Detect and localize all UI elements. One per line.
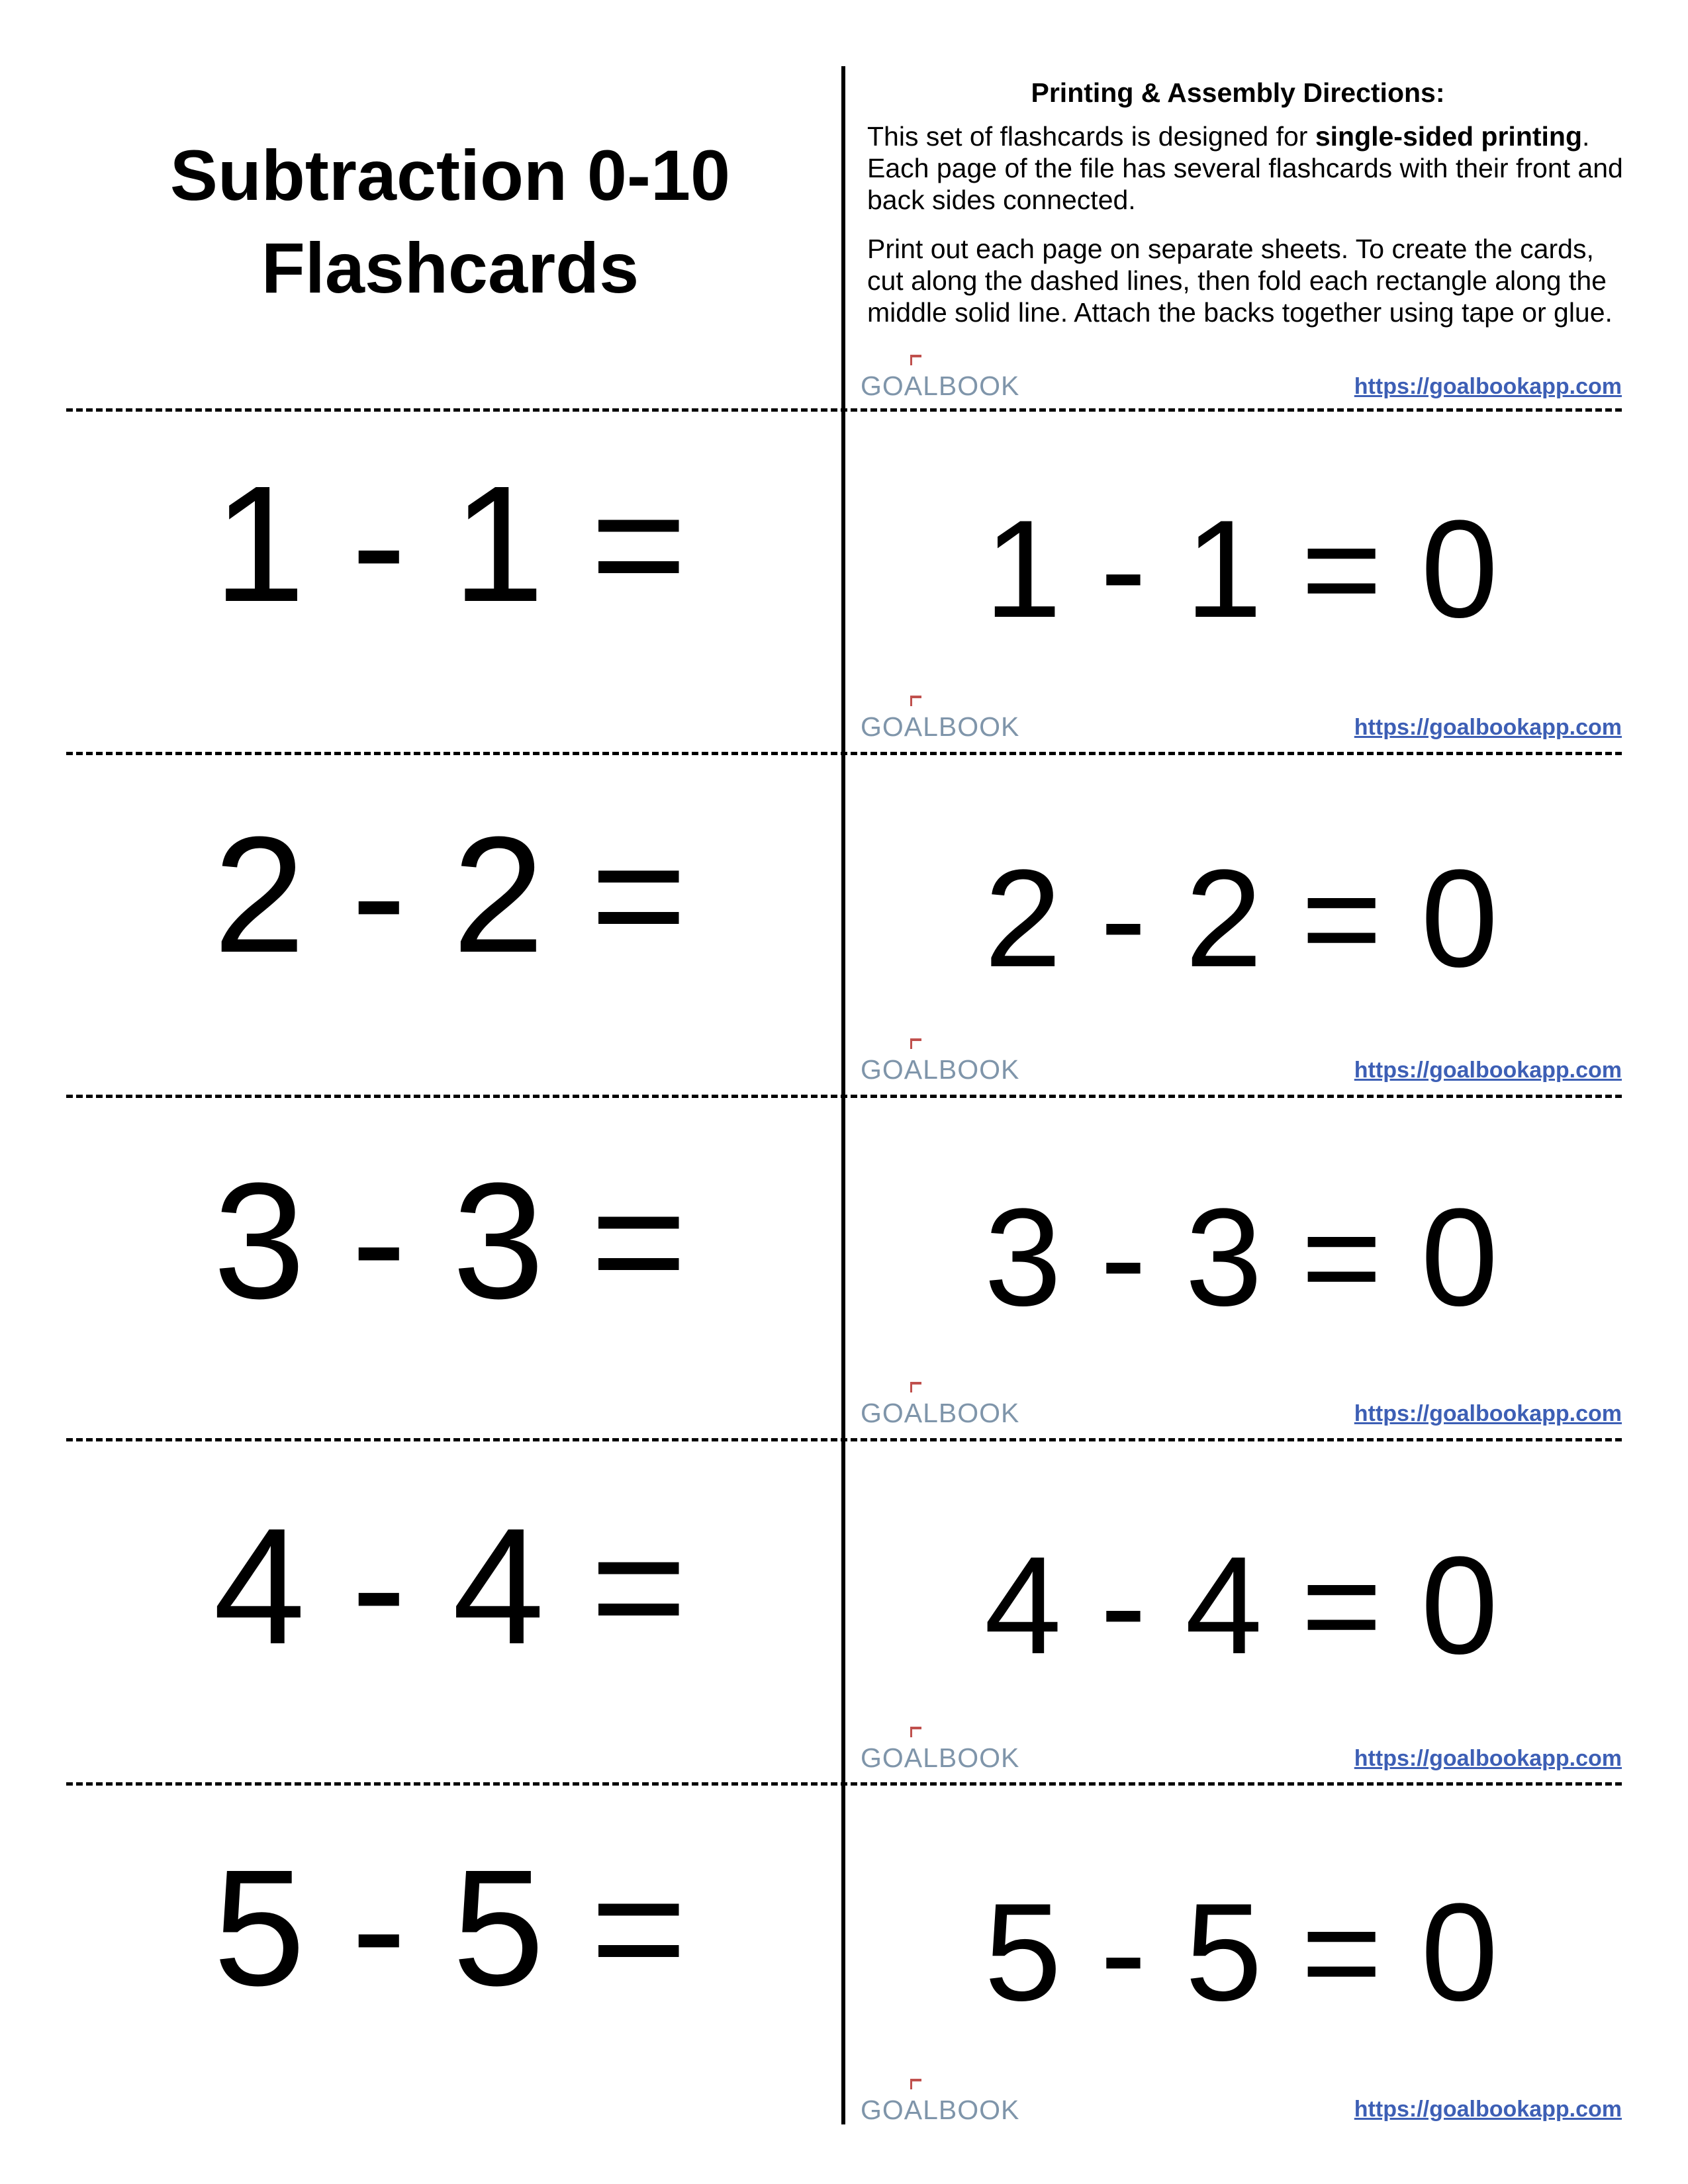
flashcard-back: 5 - 5 = 0 bbox=[984, 1874, 1499, 2030]
goalbook-link[interactable]: https://goalbookapp.com bbox=[1354, 1058, 1622, 1083]
flashcard-front: 5 - 5 = bbox=[213, 1835, 687, 2020]
directions-p1-emphasis: single-sided printing bbox=[1315, 121, 1583, 152]
flashcard-front: 1 - 1 = bbox=[213, 451, 687, 636]
flag-icon bbox=[910, 355, 921, 365]
cut-line bbox=[66, 1782, 1622, 1786]
goalbook-logo-text: GOALBOOK bbox=[861, 1054, 1020, 1085]
goalbook-link[interactable]: https://goalbookapp.com bbox=[1354, 1401, 1622, 1426]
flag-icon bbox=[910, 696, 921, 706]
flashcard-back: 2 - 2 = 0 bbox=[984, 841, 1499, 996]
goalbook-logo bbox=[861, 1743, 1019, 1774]
flag-icon bbox=[910, 1382, 921, 1392]
cut-line bbox=[66, 752, 1622, 755]
goalbook-logo bbox=[861, 371, 1019, 402]
goalbook-logo bbox=[861, 2095, 1019, 2126]
page-title bbox=[66, 129, 834, 314]
cut-line bbox=[66, 408, 1622, 412]
goalbook-logo-text: GOALBOOK bbox=[861, 2095, 1020, 2125]
goalbook-logo bbox=[861, 1054, 1019, 1085]
flashcard-front: 3 - 3 = bbox=[213, 1148, 687, 1333]
goalbook-logo bbox=[861, 711, 1019, 743]
goalbook-link[interactable]: https://goalbookapp.com bbox=[1354, 715, 1622, 740]
goalbook-logo-text: GOALBOOK bbox=[861, 371, 1020, 401]
flashcard-back: 4 - 4 = 0 bbox=[984, 1527, 1499, 1683]
goalbook-link[interactable]: https://goalbookapp.com bbox=[1354, 2097, 1622, 2122]
cut-line bbox=[66, 1438, 1622, 1441]
directions-p1-rest: . Each page of the file has several flashcards with their front and back sides connected. bbox=[867, 121, 1623, 215]
goalbook-logo-text: GOALBOOK bbox=[861, 711, 1020, 742]
directions-p1-text: This set of flashcards is designed for bbox=[867, 121, 1315, 152]
directions-heading: Printing & Assembly Directions: bbox=[1031, 77, 1445, 108]
goalbook-link[interactable]: https://goalbookapp.com bbox=[1354, 374, 1622, 399]
goalbook-logo-text: GOALBOOK bbox=[861, 1743, 1020, 1773]
flashcard-back: 1 - 1 = 0 bbox=[984, 491, 1499, 647]
flashcard-back: 3 - 3 = 0 bbox=[984, 1179, 1499, 1335]
directions-paragraph-2: Print out each page on separate sheets. To create the cards, cut along the dashed lines, then fold each rectangle along the middle solid line. Attach the backs together using tape or glue. bbox=[867, 234, 1613, 328]
title-line-2: Flashcards bbox=[261, 228, 639, 308]
title-line-1: Subtraction 0-10 bbox=[169, 135, 731, 215]
goalbook-link[interactable]: https://goalbookapp.com bbox=[1354, 1746, 1622, 1771]
directions-paragraph-1 bbox=[867, 120, 1628, 216]
flag-icon bbox=[910, 1727, 921, 1737]
flag-icon bbox=[910, 2079, 921, 2089]
goalbook-logo bbox=[861, 1398, 1019, 1429]
flashcard-front: 4 - 4 = bbox=[213, 1494, 687, 1678]
cut-line bbox=[66, 1095, 1622, 1098]
flag-icon bbox=[910, 1038, 921, 1049]
goalbook-logo-text: GOALBOOK bbox=[861, 1398, 1020, 1428]
flashcard-front: 2 - 2 = bbox=[213, 802, 687, 987]
